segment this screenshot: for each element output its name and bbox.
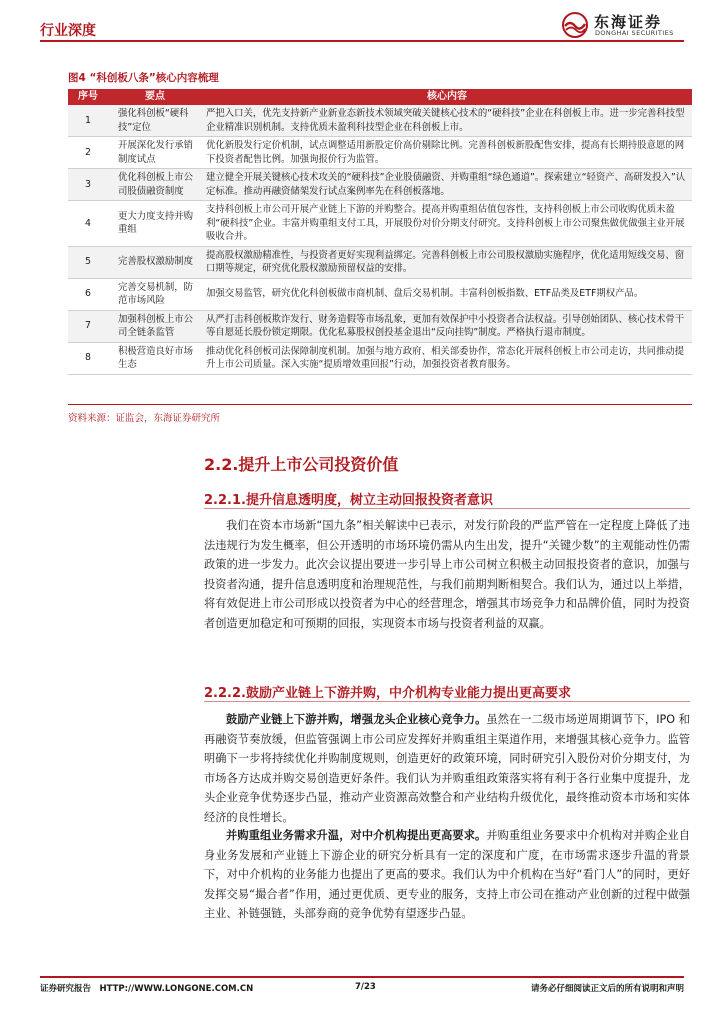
table-row [68, 278, 692, 310]
figure-source: 资料来源：证监会，东海证券研究所 [68, 413, 221, 424]
table-row [68, 201, 692, 247]
section-heading: 2.2.提升上市公司投资价值 [204, 455, 399, 474]
wave-logo-icon [560, 12, 590, 38]
row-num: 5 [68, 246, 108, 278]
row-key: 加强科创板上市公司全链条监管 [108, 310, 202, 342]
column-header-num: 序号 [68, 89, 108, 105]
footer-divider [40, 976, 684, 978]
subsection-heading-1: 2.2.1.提升信息透明度，树立主动回报投资者意识 [204, 493, 493, 508]
row-content: 加强交易监管，研究优化科创板做市商机制、盘后交易机制。丰富科创板指数、ETF品类及ETF期权产品。 [202, 278, 692, 310]
row-key: 强化科创板“硬科技”定位 [108, 105, 202, 137]
row-num: 4 [68, 201, 108, 247]
logo-chinese-name: 东海证券 [594, 13, 663, 31]
row-content: 支持科创板上市公司开展产业链上下游的并购整合。提高并购重组估值包容性，支持科创板上市公司收购优质未盈利“硬科技”企业。丰富并购重组支付工具，开展股份对价分期支付研究。支持科创板上市公司聚焦做优做强主业开展吸收合并。 [202, 201, 692, 247]
paragraph-3-body: 并购重组业务要求中介机构对并购企业自身业务发展和产业链上下游企业的研究分析具有一定的深度和广度，在市场需求逐步升温的背景下，对中介机构的业务能力也提出了更高的要求。我们认为中介机构在当好“看门人”的同时，更好发挥交易“撮合者”作用，通过更优质、更专业的服务，支持上市公司在推动产业创新的过程中做强主业、补链强链，头部券商的竞争优势有望逐步凸显。 [204, 829, 690, 920]
row-content: 从严打击科创板欺诈发行、财务造假等市场乱象，更加有效保护中小投资者合法权益。引导创始团队、核心技术骨干等自愿延长股份锁定期限。优化私募股权创投基金退出“反向挂钩”制度。严格执行退市制度。 [202, 310, 692, 342]
column-header-key: 要点 [108, 89, 202, 105]
source-divider [68, 404, 692, 405]
column-header-content: 核心内容 [202, 89, 692, 105]
section-label: 行业深度 [40, 23, 96, 39]
row-content: 优化新股发行定价机制，试点调整适用新股定价高价剔除比例。完善科创板新股配售安排，提高有长期持股意愿的网下投资者配售比例。加强询报价行为监管。 [202, 137, 692, 169]
row-key: 开展深化发行承销制度试点 [108, 137, 202, 169]
logo-english-name: DONGHAI SECURITIES [595, 29, 674, 37]
table-header-row [68, 89, 692, 105]
subsection-divider-2 [204, 701, 690, 702]
row-num: 3 [68, 169, 108, 201]
row-content: 提高股权激励精准性，与投资者更好实现利益绑定。完善科创板上市公司股权激励实施程序，优化适用短线交易、窗口期等规定，研究优化股权激励预留权益的安排。 [202, 246, 692, 278]
paragraph-2 [204, 710, 690, 827]
footer-disclaimer: 请务必仔细阅读正文后的所有说明和声明 [530, 984, 684, 994]
table-row [68, 342, 692, 374]
paragraph-2-body: 虽然在一二级市场逆周期调节下，IPO 和再融资节奏放缓，但监管强调上市公司应发挥好并购重组主渠道作用，来增强其核心竞争力。监管明确下一步将持续优化并购制度规则，创造更好的政策环境，同时研究引入股份对价分期支付，为市场各方达成并购交易创造更好条件。我们认为并购重组政策落实将有利于各行业集中度提升，龙头企业竞争优势逐步凸显，推动产业资源高效整合和产业结构升级优化，最终推动资本市场和实体经济的良性增长。 [204, 713, 690, 824]
row-key: 积极营造良好市场生态 [108, 342, 202, 374]
row-num: 1 [68, 105, 108, 137]
row-num: 6 [68, 278, 108, 310]
table-row [68, 246, 692, 278]
table-row [68, 169, 692, 201]
core-content-table [68, 89, 692, 375]
subsection-heading-2: 2.2.2.鼓励产业链上下游并购，中介机构专业能力提出更高要求 [204, 686, 571, 701]
header-divider [40, 40, 684, 42]
row-content: 严把入口关，优先支持新产业新业态新技术领域突破关键核心技术的“硬科技”企业在科创板上市。进一步完善科技型企业精准识别机制。支持优质未盈利科技型企业在科创板上市。 [202, 105, 692, 137]
table-row [68, 310, 692, 342]
paragraph-2-lead: 鼓励产业链上下游并购，增强龙头企业核心竞争力。 [226, 713, 487, 726]
paragraph-1: 我们在资本市场新“国九条”相关解读中已表示，对发行阶段的严监严管在一定程度上降低了违法违规行为发生概率，但公开透明的市场环境仍需从内生出发，提升“关键少数”的主观能动性仍需政策的进一步发力。此次会议提出要进一步引导上市公司树立积极主动回报投资者的意识，加强与投资者沟通，提升信息透明度和治理规范性，与我们前期判断相契合。我们认为，通过以上举措，将有效促进上市公司形成以投资者为中心的经营理念，增强其市场竞争力和品牌价值，同时为投资者创造更加稳定和可预期的回报，实现资本市场与投资者利益的双赢。 [204, 519, 690, 630]
row-key: 完善股权激励制度 [108, 246, 202, 278]
table-row [68, 137, 692, 169]
page-number: 7/23 [355, 982, 376, 992]
subsection-divider-1 [204, 508, 690, 509]
row-num: 7 [68, 310, 108, 342]
row-key: 优化科创板上市公司股债融资制度 [108, 169, 202, 201]
row-key: 完善交易机制，防范市场风险 [108, 278, 202, 310]
row-key: 更大力度支持并购重组 [108, 201, 202, 247]
row-content: 推动优化科创板司法保障制度机制。加强与地方政府、相关部委协作，常态化开展科创板上市公司走访，共同推动提升上市公司质量。深入实施“提质增效重回报”行动，加强投资者教育服务。 [202, 342, 692, 374]
paragraph-3-lead: 并购重组业务需求升温，对中介机构提出更高要求。 [226, 829, 487, 842]
company-logo [560, 10, 684, 42]
figure-caption: 图4 “科创板八条”核心内容梳理 [68, 72, 219, 84]
table-row [68, 105, 692, 137]
footer-website: 证券研究报告 HTTP://WWW.LONGONE.COM.CN [40, 984, 254, 994]
row-num: 8 [68, 342, 108, 374]
row-num: 2 [68, 137, 108, 169]
paragraph-3 [204, 826, 690, 924]
row-content: 建立健全开展关键核心技术攻关的“硬科技”企业股债融资、并购重组“绿色通道”。探索建立“轻资产、高研发投入”认定标准。推动再融资储架发行试点案例率先在科创板落地。 [202, 169, 692, 201]
page-header [40, 10, 684, 42]
